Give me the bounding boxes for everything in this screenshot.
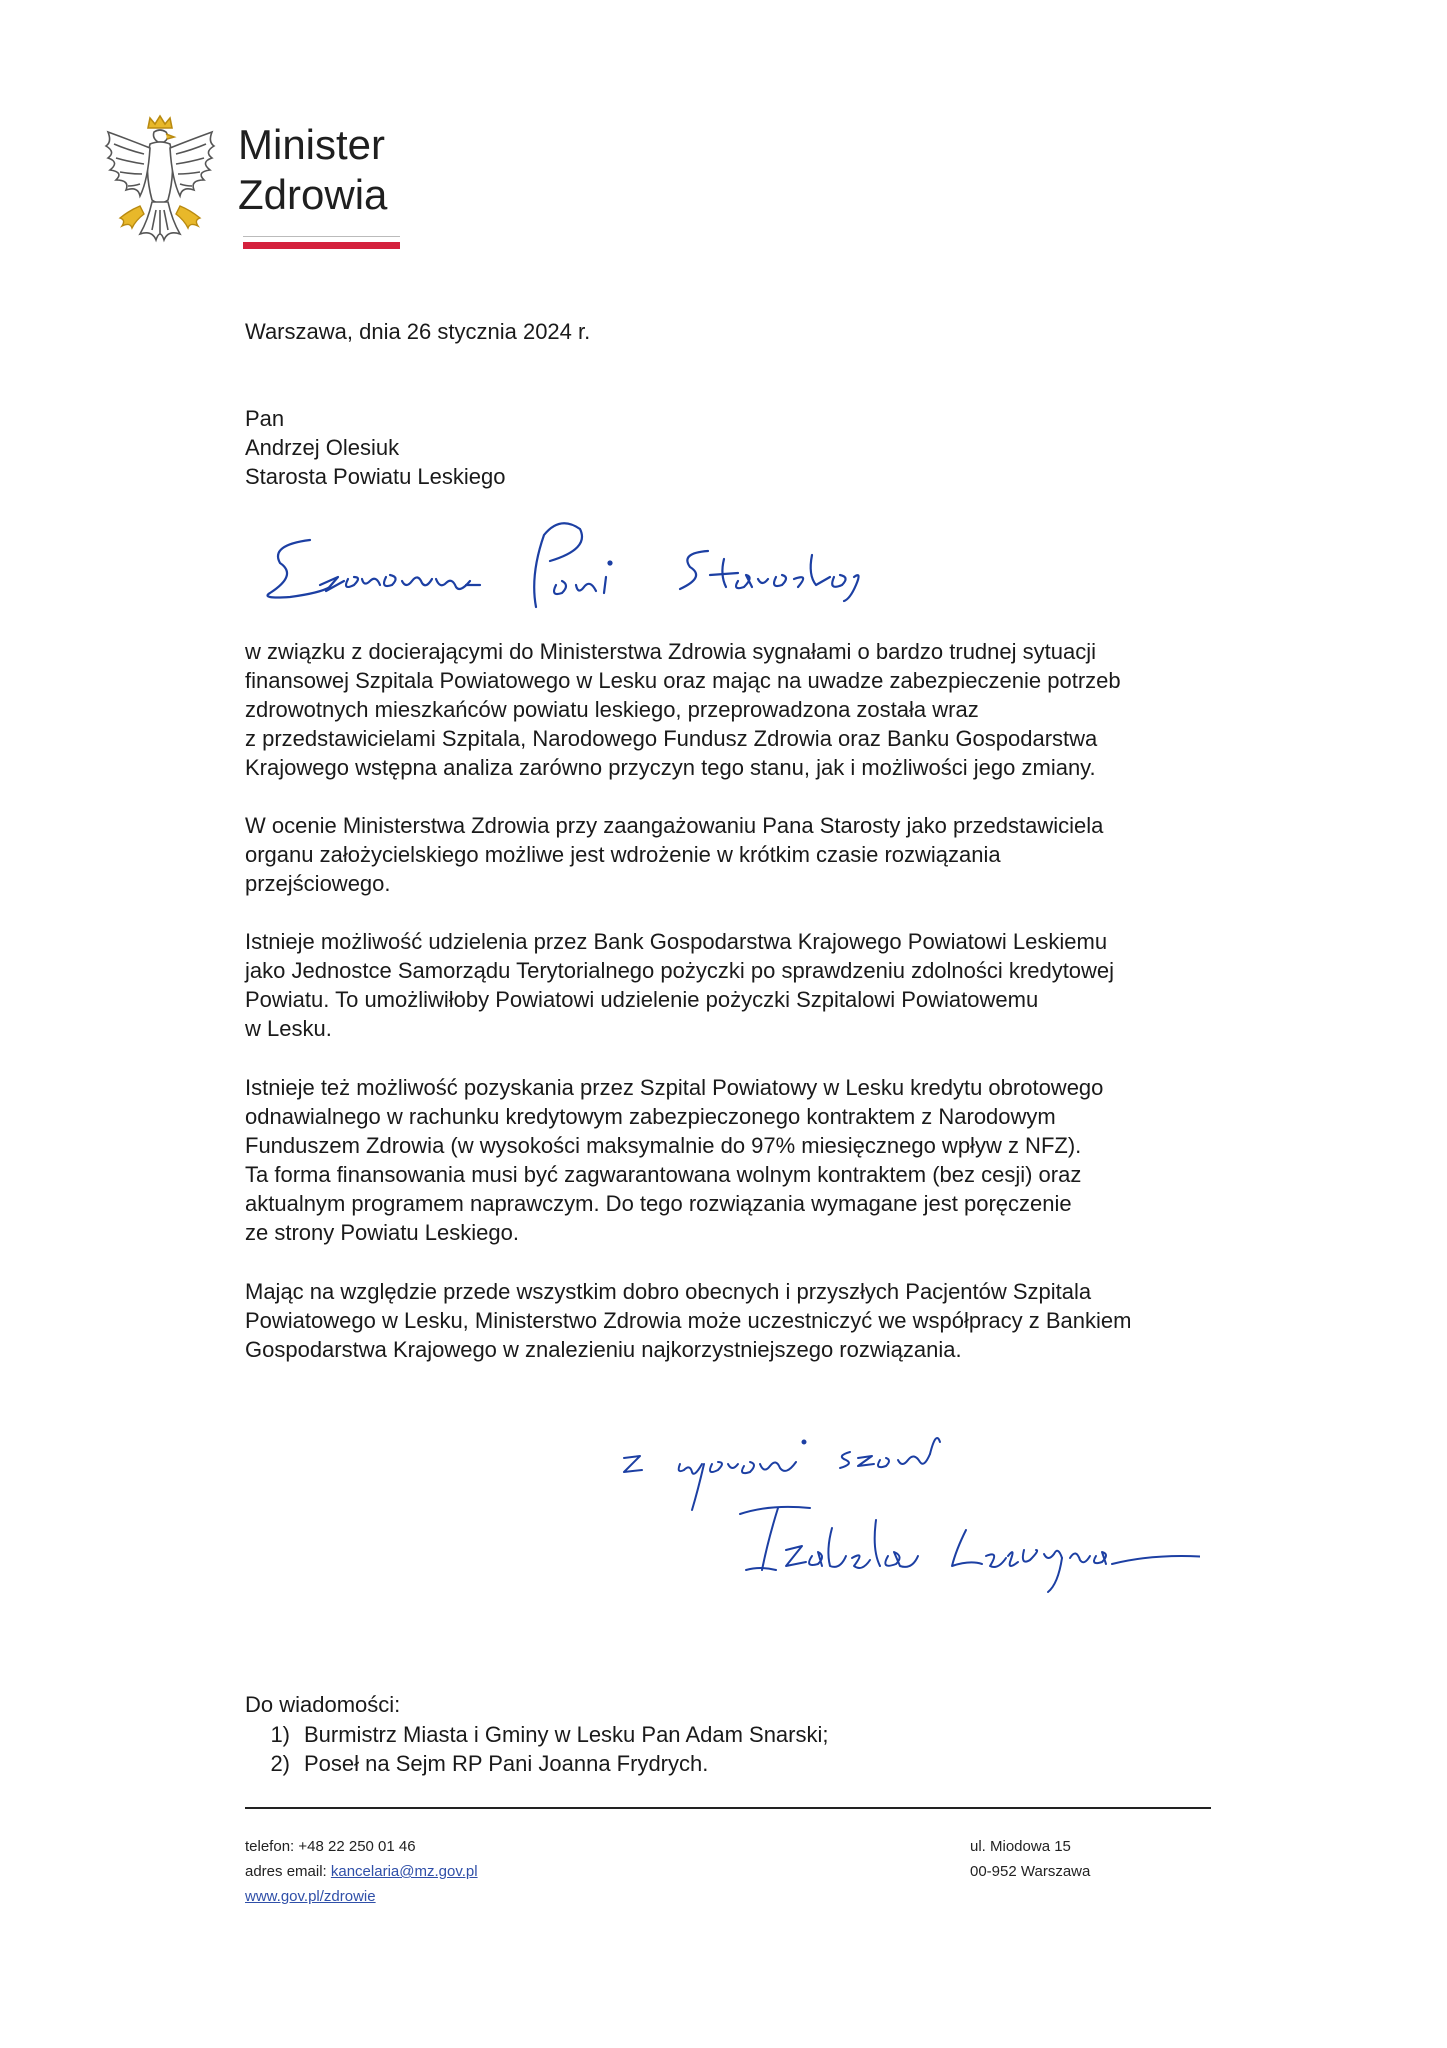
paragraph-line: z przedstawicielami Szpitala, Narodowego Fundusz Zdrowia oraz Banku Gospodarstwa — [245, 726, 1098, 751]
paragraph-line: Istnieje możliwość udzielenia przez Bank Gospodarstwa Krajowego Powiatowi Leskiemu — [245, 929, 1108, 954]
paragraph-line: finansowej Szpitala Powiatowego w Lesku oraz mając na uwadze zabezpieczenie potrzeb — [245, 668, 1121, 693]
paragraph-line: zdrowotnych mieszkańców powiatu leskiego, przeprowadzona została wraz — [245, 697, 979, 722]
list-item — [245, 1749, 829, 1778]
paragraph-line: w związku z docierającymi do Ministerstwa Zdrowia sygnałami o bardzo trudnej sytuacji — [245, 639, 1096, 664]
footer-email-label: adres email: — [245, 1863, 327, 1880]
paragraph-line: w Lesku. — [245, 1016, 332, 1041]
recipient-line: Andrzej Olesiuk — [245, 435, 400, 460]
handwritten-salutation — [250, 515, 900, 625]
footer-address — [970, 1834, 1090, 1884]
paragraph-line: Funduszem Zdrowia (w wysokości maksymalnie do 97% miesięcznego wpływ z NFZ). — [245, 1133, 1082, 1158]
paragraph-line: przejściowego. — [245, 871, 391, 896]
footer-email — [245, 1859, 478, 1884]
list-item — [245, 1720, 829, 1749]
footer-contact — [245, 1834, 478, 1909]
body-paragraph-5 — [245, 1277, 1131, 1364]
paragraph-line: Powiatowego w Lesku, Ministerstwo Zdrowia może uczestniczyć we współpracy z Bankiem — [245, 1308, 1132, 1333]
body-paragraph-4 — [245, 1073, 1103, 1247]
footer-divider — [245, 1807, 1211, 1809]
cc-item-text: Burmistrz Miasta i Gminy w Lesku Pan Adam Snarski; — [304, 1722, 829, 1747]
footer-street: ul. Miodowa 15 — [970, 1838, 1071, 1855]
cc-title: Do wiadomości: — [245, 1692, 401, 1717]
paragraph-line: W ocenie Ministerstwa Zdrowia przy zaangażowaniu Pana Starosty jako przedstawiciela — [245, 813, 1104, 838]
paragraph-line: ze strony Powiatu Leskiego. — [245, 1220, 519, 1245]
cc-list — [245, 1720, 829, 1778]
paragraph-line: Powiatu. To umożliwiłoby Powiatowi udzielenie pożyczki Szpitalowi Powiatowemu — [245, 987, 1039, 1012]
letterhead-logo — [100, 110, 400, 260]
cc-block — [245, 1690, 829, 1778]
footer-phone — [245, 1834, 478, 1859]
footer-phone-label: telefon: — [245, 1838, 295, 1855]
cc-item-number: 1) — [270, 1722, 290, 1747]
cc-item-text: Poseł na Sejm RP Pani Joanna Frydrych. — [304, 1751, 709, 1776]
paragraph-line: jako Jednostce Samorządu Terytorialnego pożyczki po sprawdzeniu zdolności kredytowej — [245, 958, 1115, 983]
recipient-line: Pan — [245, 406, 285, 431]
footer-city: 00-952 Warszawa — [970, 1863, 1091, 1880]
letter-date: Warszawa, dnia 26 stycznia 2024 r. — [245, 319, 591, 344]
paragraph-line: Mając na względzie przede wszystkim dobro obecnych i przyszłych Pacjentów Szpitala — [245, 1279, 1092, 1304]
cc-item-number: 2) — [270, 1751, 290, 1776]
website-link[interactable]: www.gov.pl/zdrowie — [245, 1888, 376, 1905]
paragraph-line: Gospodarstwa Krajowego w znalezieniu najkorzystniejszego rozwiązania. — [245, 1337, 962, 1362]
paragraph-line: odnawialnego w rachunku kredytowym zabezpieczonego kontraktem z Narodowym — [245, 1104, 1056, 1129]
recipient-block — [245, 404, 506, 491]
letterhead-title — [238, 120, 387, 220]
paragraph-line: Istnieje też możliwość pozyskania przez Szpital Powiatowy w Lesku kredytu obrotowego — [245, 1075, 1104, 1100]
email-link[interactable]: kancelaria@mz.gov.pl — [330, 1863, 478, 1880]
handwritten-signature — [600, 1420, 1200, 1600]
footer-phone-value: +48 22 250 01 46 — [298, 1838, 416, 1855]
recipient-line: Starosta Powiatu Leskiego — [245, 464, 506, 489]
paragraph-line: organu założycielskiego możliwe jest wdrożenie w krótkim czasie rozwiązania — [245, 842, 1001, 867]
white-eagle-emblem-icon — [100, 110, 220, 260]
body-paragraph-3 — [245, 927, 1114, 1043]
letterhead-line-1: Minister — [238, 121, 386, 168]
paragraph-line: Krajowego wstępna analiza zarówno przyczyn tego stanu, jak i możliwości jego zmiany. — [245, 755, 1096, 780]
letterhead-line-2: Zdrowia — [238, 171, 388, 218]
paragraph-line: aktualnym programem naprawczym. Do tego rozwiązania wymagane jest poręczenie — [245, 1191, 1072, 1216]
body-paragraph-2 — [245, 811, 1103, 898]
letterhead-flag-line — [243, 236, 400, 250]
paragraph-line: Ta forma finansowania musi być zagwarantowana wolnym kontraktem (bez cesji) oraz — [245, 1162, 1082, 1187]
body-paragraph-1 — [245, 637, 1121, 782]
